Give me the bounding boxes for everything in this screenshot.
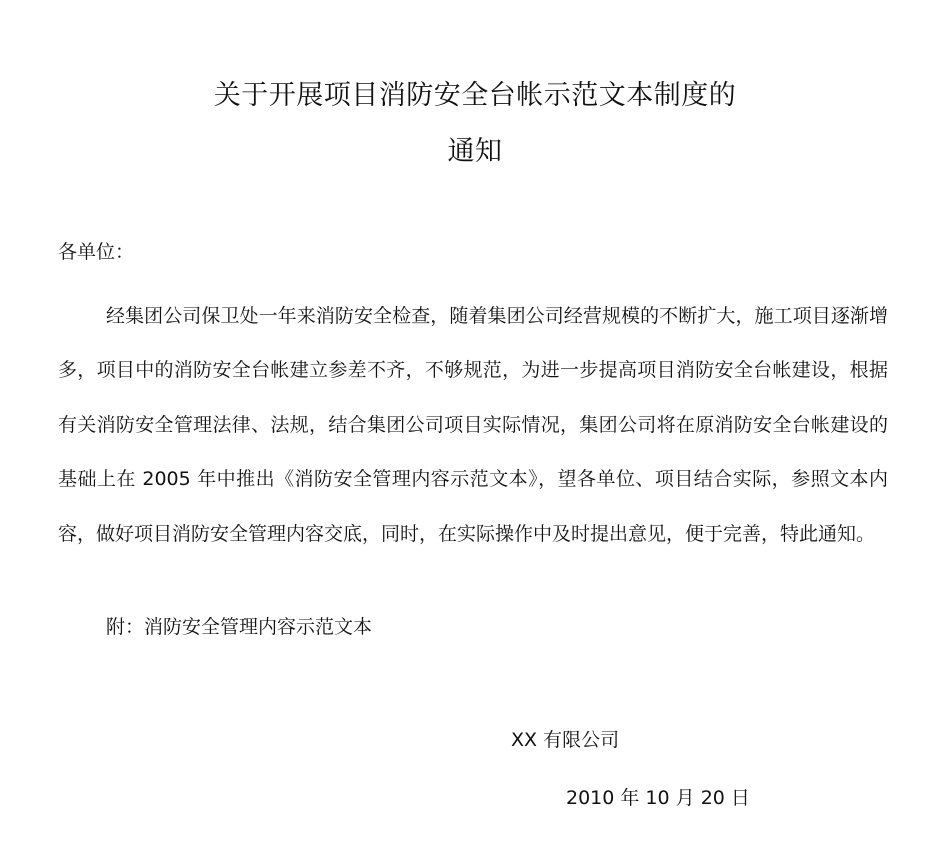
attachment-note: 附：消防安全管理内容示范文本 bbox=[106, 616, 373, 638]
document-title-line-2: 通知 bbox=[447, 136, 503, 167]
signature-company: XX 有限公司 bbox=[511, 729, 620, 751]
body-paragraph: 经集团公司保卫处一年来消防安全检查，随着集团公司经营规模的不断扩大，施工项目逐渐增多，项目中的消防安全台帐建立参差不齐，不够规范，为进一步提高项目消防安全台帐建设，根据有关消防安全管理法律、法规，结合集团公司项目实际情况，集团公司将在原消防安全台帐建设的基础上在 2005 年中推出《消防安全管理内容示范文本》，望各单位、项目结合实际，参照文本内容，做好项目消防安全管理内容交底，同时，在实际操作中及时提出意见，便于完善，特此通知。 bbox=[58, 305, 888, 545]
salutation: 各单位： bbox=[58, 241, 135, 263]
document-title-line-1: 关于开展项目消防安全台帐示范文本制度的 bbox=[213, 80, 737, 111]
signature-date: 2010 年 10 月 20 日 bbox=[566, 787, 750, 809]
